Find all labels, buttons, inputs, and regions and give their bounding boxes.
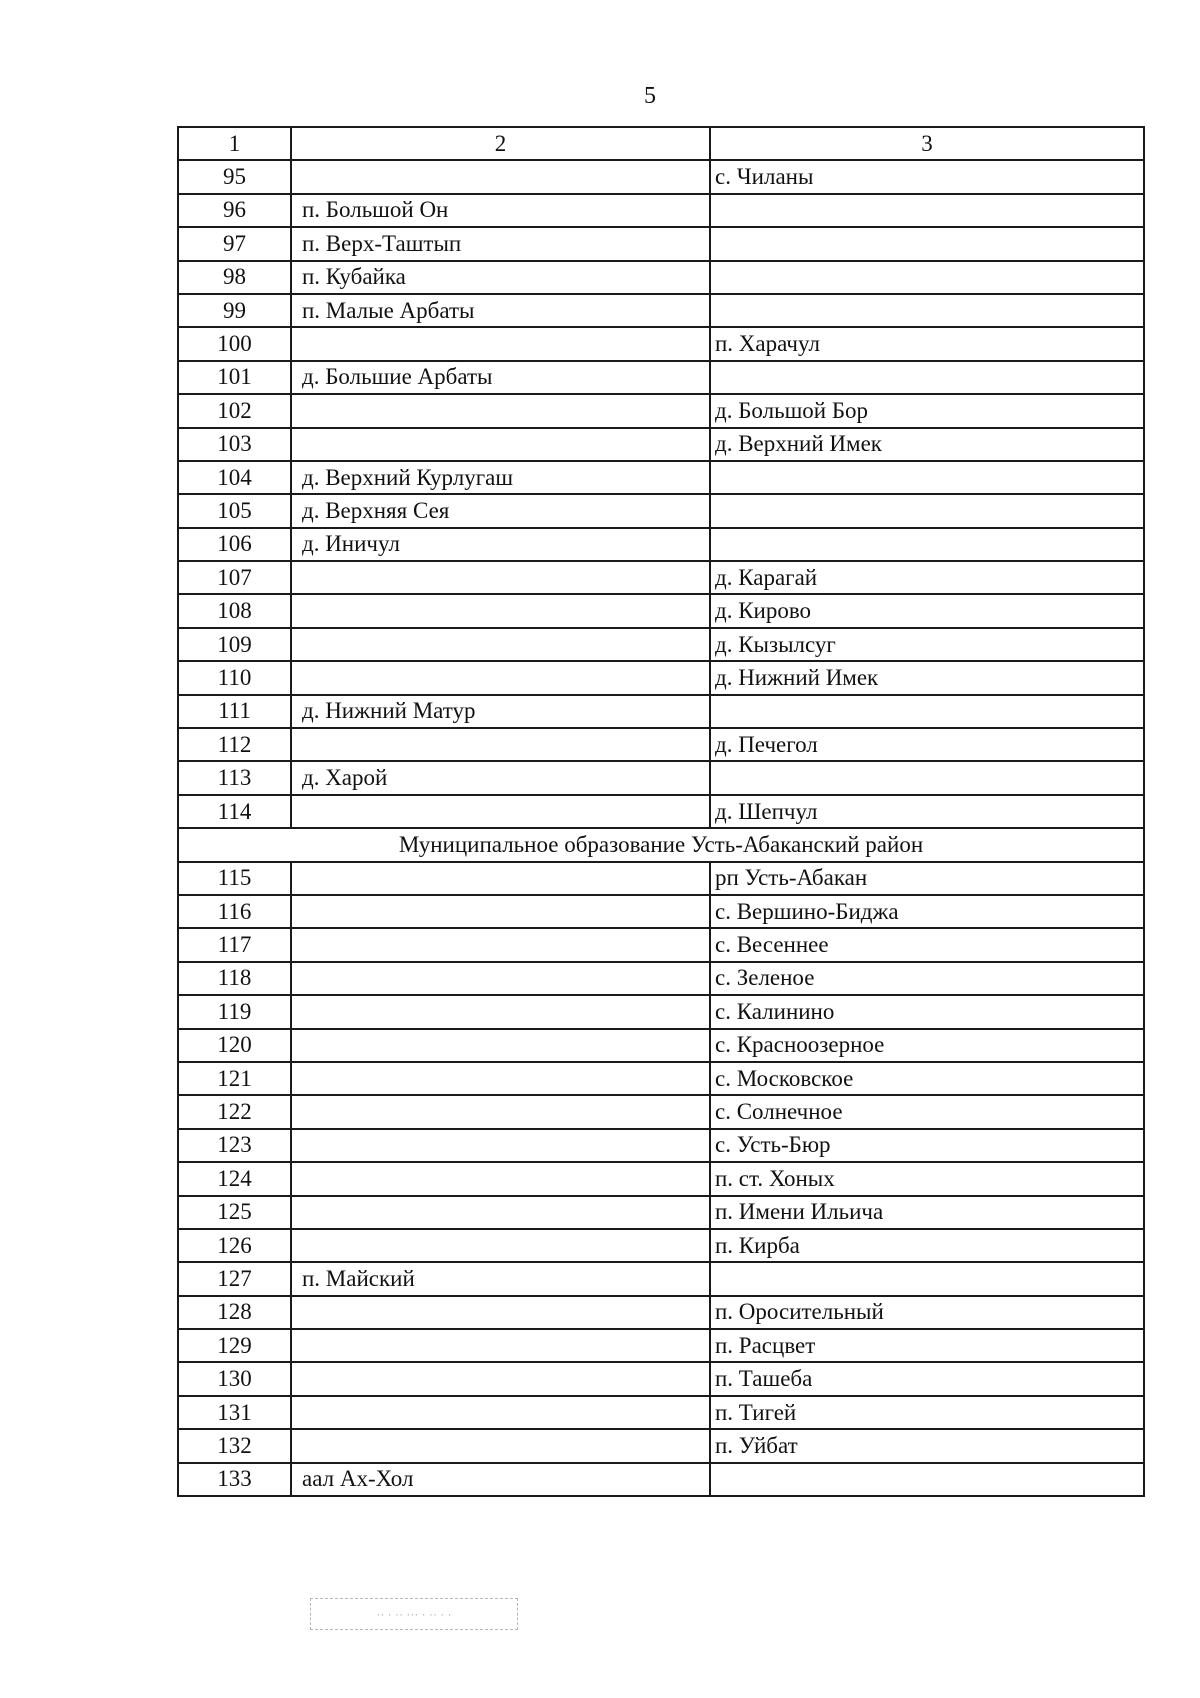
table-row	[178, 1429, 1144, 1462]
column-2-cell	[291, 594, 710, 627]
row-number-cell: 108	[178, 594, 291, 627]
row-number-cell: 125	[178, 1196, 291, 1229]
column-2-cell: п. Кубайка	[291, 261, 710, 294]
row-number-cell: 98	[178, 261, 291, 294]
column-3-cell: с. Усть-Бюр	[710, 1129, 1144, 1162]
row-number-cell: 122	[178, 1095, 291, 1128]
row-number-cell: 114	[178, 795, 291, 828]
column-2-cell	[291, 1329, 710, 1362]
table-row	[178, 261, 1144, 294]
column-3-cell	[710, 461, 1144, 494]
column-3-cell: д. Печегол	[710, 728, 1144, 761]
table-row	[178, 428, 1144, 461]
page-number: 5	[644, 83, 656, 109]
column-3-cell: п. Оросительный	[710, 1296, 1144, 1329]
column-2-cell	[291, 862, 710, 895]
table-row	[178, 1129, 1144, 1162]
column-3-cell: с. Зеленое	[710, 962, 1144, 995]
table-row	[178, 1095, 1144, 1128]
column-2-cell: п. Большой Он	[291, 194, 710, 227]
row-number-cell: 104	[178, 461, 291, 494]
column-3-cell	[710, 361, 1144, 394]
row-number-cell: 129	[178, 1329, 291, 1362]
column-3-cell	[710, 1262, 1144, 1295]
row-number-cell: 132	[178, 1429, 291, 1462]
row-number-cell: 97	[178, 227, 291, 260]
table-row	[178, 761, 1144, 794]
table-row	[178, 461, 1144, 494]
row-number-cell: 133	[178, 1463, 291, 1496]
column-3-cell: с. Калинино	[710, 995, 1144, 1028]
column-3-cell	[710, 528, 1144, 561]
column-2-cell	[291, 1196, 710, 1229]
column-3-cell: д. Кирово	[710, 594, 1144, 627]
table-row	[178, 661, 1144, 694]
table-row	[178, 962, 1144, 995]
column-2-cell	[291, 995, 710, 1028]
column-3-cell: п. Расцвет	[710, 1329, 1144, 1362]
column-2-cell	[291, 728, 710, 761]
column-2-cell: д. Харой	[291, 761, 710, 794]
column-2-cell	[291, 160, 710, 193]
table-row	[178, 160, 1144, 193]
row-number-cell: 103	[178, 428, 291, 461]
row-number-cell: 110	[178, 661, 291, 694]
row-number-cell: 101	[178, 361, 291, 394]
table-row	[178, 695, 1144, 728]
column-2-cell: д. Иничул	[291, 528, 710, 561]
row-number-cell: 127	[178, 1262, 291, 1295]
table-row	[178, 294, 1144, 327]
column-3-cell: с. Московское	[710, 1062, 1144, 1095]
column-3-cell: п. Ташеба	[710, 1362, 1144, 1395]
table-row	[178, 1162, 1144, 1195]
column-2-cell: д. Большие Арбаты	[291, 361, 710, 394]
column-2-cell: д. Нижний Матур	[291, 695, 710, 728]
column-2-cell	[291, 1229, 710, 1262]
table-row	[178, 361, 1144, 394]
column-3-cell	[710, 227, 1144, 260]
column-3-cell	[710, 294, 1144, 327]
row-number-cell: 112	[178, 728, 291, 761]
table-row	[178, 1296, 1144, 1329]
table-row	[178, 561, 1144, 594]
row-number-cell: 130	[178, 1362, 291, 1395]
column-2-cell	[291, 394, 710, 427]
column-header-1: 1	[178, 127, 291, 160]
section-row	[178, 828, 1144, 861]
table-row	[178, 227, 1144, 260]
table-row	[178, 895, 1144, 928]
row-number-cell: 121	[178, 1062, 291, 1095]
column-3-cell: с. Солнечное	[710, 1095, 1144, 1128]
column-3-cell	[710, 194, 1144, 227]
column-3-cell	[710, 261, 1144, 294]
document-stamp-watermark: ·· · ·· ··· · ·· · ·	[310, 1598, 518, 1630]
row-number-cell: 99	[178, 294, 291, 327]
table-row	[178, 928, 1144, 961]
column-2-cell: п. Малые Арбаты	[291, 294, 710, 327]
column-2-cell	[291, 962, 710, 995]
column-3-cell	[710, 761, 1144, 794]
row-number-cell: 111	[178, 695, 291, 728]
column-3-cell: д. Верхний Имек	[710, 428, 1144, 461]
column-3-cell: с. Весеннее	[710, 928, 1144, 961]
column-2-cell	[291, 795, 710, 828]
table-row	[178, 528, 1144, 561]
table-row	[178, 795, 1144, 828]
table-row	[178, 1463, 1144, 1496]
row-number-cell: 96	[178, 194, 291, 227]
row-number-cell: 109	[178, 628, 291, 661]
row-number-cell: 106	[178, 528, 291, 561]
column-2-cell: п. Майский	[291, 1262, 710, 1295]
column-2-cell	[291, 1296, 710, 1329]
row-number-cell: 124	[178, 1162, 291, 1195]
column-2-cell	[291, 1429, 710, 1462]
row-number-cell: 116	[178, 895, 291, 928]
table-row	[178, 862, 1144, 895]
column-2-cell: д. Верхний Курлугаш	[291, 461, 710, 494]
column-3-cell: п. Тигей	[710, 1396, 1144, 1429]
column-3-cell	[710, 494, 1144, 527]
column-header-2: 2	[291, 127, 710, 160]
column-3-cell: д. Нижний Имек	[710, 661, 1144, 694]
column-3-cell	[710, 695, 1144, 728]
column-2-cell	[291, 628, 710, 661]
row-number-cell: 117	[178, 928, 291, 961]
table-row	[178, 194, 1144, 227]
table-row	[178, 1329, 1144, 1362]
column-3-cell: д. Кызылсуг	[710, 628, 1144, 661]
column-3-cell: с. Чиланы	[710, 160, 1144, 193]
table-row	[178, 1262, 1144, 1295]
table-row	[178, 628, 1144, 661]
row-number-cell: 123	[178, 1129, 291, 1162]
column-2-cell: п. Верх-Таштып	[291, 227, 710, 260]
column-3-cell	[710, 1463, 1144, 1496]
column-2-cell: аал Ах-Хол	[291, 1463, 710, 1496]
column-2-cell	[291, 1162, 710, 1195]
row-number-cell: 113	[178, 761, 291, 794]
table-row	[178, 494, 1144, 527]
column-2-cell	[291, 1095, 710, 1128]
column-header-3: 3	[710, 127, 1144, 160]
column-3-cell: с. Красноозерное	[710, 1029, 1144, 1062]
column-3-cell: д. Большой Бор	[710, 394, 1144, 427]
row-number-cell: 120	[178, 1029, 291, 1062]
column-3-cell: д. Шепчул	[710, 795, 1144, 828]
row-number-cell: 131	[178, 1396, 291, 1429]
row-number-cell: 126	[178, 1229, 291, 1262]
table-row	[178, 1229, 1144, 1262]
column-2-cell	[291, 561, 710, 594]
column-3-cell: п. Кирба	[710, 1229, 1144, 1262]
section-title: Муниципальное образование Усть-Абаканский район	[178, 828, 1144, 861]
row-number-cell: 102	[178, 394, 291, 427]
row-number-cell: 100	[178, 327, 291, 360]
column-2-cell	[291, 661, 710, 694]
settlements-table	[177, 126, 1145, 1497]
table-row	[178, 1362, 1144, 1395]
column-2-cell	[291, 1362, 710, 1395]
column-3-cell: п. Уйбат	[710, 1429, 1144, 1462]
table-row	[178, 995, 1144, 1028]
table-row	[178, 1029, 1144, 1062]
row-number-cell: 95	[178, 160, 291, 193]
column-3-cell: рп Усть-Абакан	[710, 862, 1144, 895]
column-3-cell: п. Харачул	[710, 327, 1144, 360]
column-2-cell	[291, 1396, 710, 1429]
column-2-cell	[291, 928, 710, 961]
row-number-cell: 107	[178, 561, 291, 594]
column-2-cell	[291, 428, 710, 461]
column-2-cell	[291, 1029, 710, 1062]
column-2-cell	[291, 327, 710, 360]
column-2-cell	[291, 1062, 710, 1095]
column-2-cell: д. Верхняя Сея	[291, 494, 710, 527]
column-3-cell: д. Карагай	[710, 561, 1144, 594]
row-number-cell: 119	[178, 995, 291, 1028]
table-row	[178, 1062, 1144, 1095]
column-2-cell	[291, 895, 710, 928]
table-row	[178, 728, 1144, 761]
column-3-cell: с. Вершино-Биджа	[710, 895, 1144, 928]
table-row	[178, 594, 1144, 627]
table-row	[178, 1196, 1144, 1229]
table-row	[178, 327, 1144, 360]
column-3-cell: п. ст. Хоных	[710, 1162, 1144, 1195]
column-3-cell: п. Имени Ильича	[710, 1196, 1144, 1229]
table-row	[178, 394, 1144, 427]
table-header-row	[178, 127, 1144, 160]
row-number-cell: 118	[178, 962, 291, 995]
column-2-cell	[291, 1129, 710, 1162]
table-row	[178, 1396, 1144, 1429]
row-number-cell: 105	[178, 494, 291, 527]
row-number-cell: 115	[178, 862, 291, 895]
row-number-cell: 128	[178, 1296, 291, 1329]
